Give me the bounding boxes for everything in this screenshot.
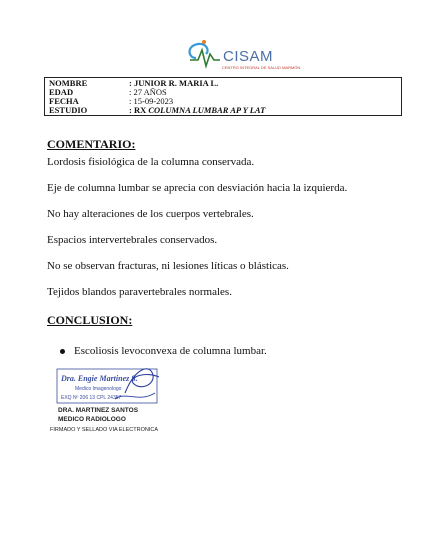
- date-label: FECHA: [49, 96, 79, 106]
- study-prefix: : RX: [129, 105, 147, 115]
- comentario-line: Eje de columna lumbar se aprecia con desviación hacia la izquierda.: [47, 182, 348, 194]
- comentario-line: Lordosis fisiológica de la columna conservada.: [47, 156, 255, 168]
- study-value: COLUMNA LUMBAR AP Y LAT: [148, 105, 266, 115]
- date-value: : 15-09-2023: [129, 96, 174, 106]
- comentario-title: COMENTARIO:: [47, 137, 136, 151]
- signature-stamp: [55, 363, 165, 408]
- age-value: : 27 AÑOS: [129, 87, 167, 97]
- logo-text: CISAM: [223, 48, 274, 65]
- signature-footer: FIRMADO Y SELLADO VIA ELECTRONICA: [50, 427, 158, 433]
- conclusion-item: Escoliosis levoconvexa de columna lumbar.: [74, 345, 267, 357]
- name-label: NOMBRE: [49, 78, 88, 88]
- comentario-line: Tejidos blandos paravertebrales normales.: [47, 286, 232, 298]
- signature-name: DRA. MARTINEZ SANTOS: [58, 407, 139, 414]
- study-label: ESTUDIO: [49, 105, 88, 115]
- stamp-name: Dra. Engie Martinez S.: [61, 374, 138, 383]
- patient-info-box: [44, 77, 402, 116]
- conclusion-title: CONCLUSION:: [47, 313, 133, 327]
- comentario-line: No hay alteraciones de los cuerpos vertebrales.: [47, 208, 254, 220]
- comentario-line: Espacios intervertebrales conservados.: [47, 234, 218, 246]
- comentario-line: No se observan fracturas, ni lesiones líticas o blásticas.: [47, 260, 289, 272]
- logo-subtitle: CENTRO INTEGRAL DE SALUD MARMÓN: [222, 65, 301, 70]
- patient-study-row: [49, 106, 397, 115]
- patient-age-row: [49, 88, 397, 97]
- stamp-role: Medico Imagenologo: [75, 386, 122, 392]
- signature-title: MEDICO RADIOLOGO: [58, 416, 126, 423]
- bullet-icon: [60, 349, 65, 354]
- age-label: EDAD: [49, 87, 74, 97]
- stamp-ids: EXQ Nº 206 13 CPL 24357: [61, 395, 122, 401]
- name-value: : JUNIOR R. MARIA L.: [129, 78, 219, 88]
- patient-name-row: [49, 79, 397, 88]
